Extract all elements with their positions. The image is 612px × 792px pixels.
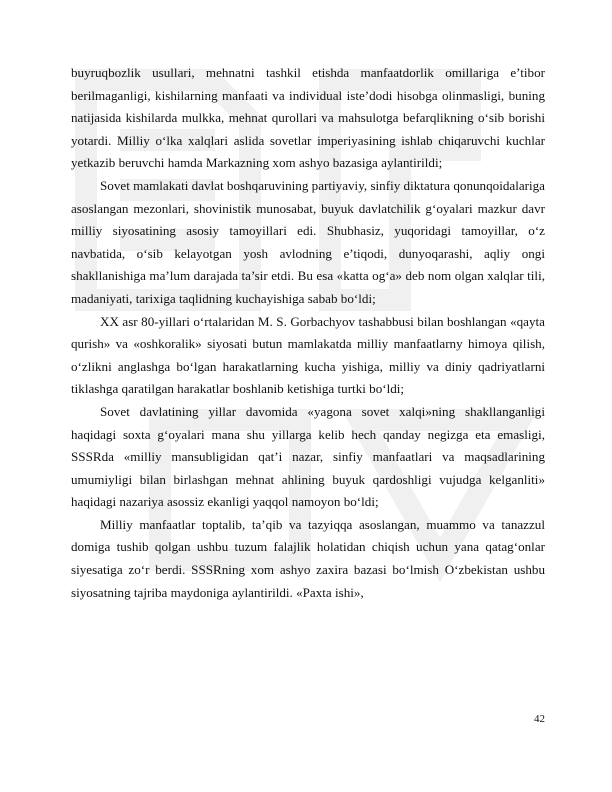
- page-number: 42: [534, 713, 545, 725]
- body-text: [71, 62, 545, 604]
- paragraph: Sovet mamlakati davlat boshqaruvining partiyaviy, sinfiy diktatura qonunqoidalariga asoslangan mezonlari, shovinistik munosabat, buyuk davlatchilik g‘oyalari mazkur davr milliy siyosatining asosiy tamoyillari edi. Shubhasiz, yuqoridagi tamoyillar, o‘z navbatida, o‘sib kelayotgan yosh avlodning e’tiqodi, dunyoqarashi, aqliy ongi shakllanishiga ma’lum darajada ta’sir etdi. Bu esa «katta og‘a» deb nom olgan xalqlar tili, madaniyati, tarixiga taqlidning kuchayishiga sabab bo‘ldi;: [71, 177, 545, 306]
- paragraph: buyruqbozlik usullari, mehnatni tashkil etishda manfaatdorlik omillariga e’tibor berilmaganligi, kishilarning manfaati va individual iste’dodi hisobga olinmasligi, buning natijasida kishilarda mulkka, mehnat qurollari va mahsulotga befarqlikning o‘sib borishi yotardi. Milliy o‘lka xalqlari aslida sovetlar imperiyasining ishlab chiqaruvchi kuchlar yetkazib beruvchi hamda Markazning xom ashyo bazasiga aylantirildi;: [71, 65, 545, 171]
- paragraph: Sovet davlatining yillar davomida «yagona sovet xalqi»ning shakllanganligi haqidagi soxta g‘oyalari mana shu yillarga kelib hech qanday negizga eta emasligi, SSSRda «milliy mansubligidan qat’i nazar, sinfiy manfaatlari va maqsadlarining umumiyligi bilan birlashgan mehnat ahlining buyuk qardoshligi vujudga kelganliti» haqidagi nazariya asossiz ekanligi yaqqol namoyon bo‘ldi;: [71, 403, 545, 510]
- paragraph: Milliy manfaatlar toptalib, ta’qib va tazyiqqa asoslangan, muammo va tanazzul domiga tushib qolgan ushbu tuzum falajlik holatidan chiqish uchun yana qatag‘onlar siyesatiga zo‘r berdi. SSSRning xom ashyo zaxira bazasi bo‘lmish O‘zbekistan ushbu siyosatning tajriba maydoniga aylantirildi. «Paxta ishi»,: [71, 516, 545, 600]
- paragraph: XX asr 80-yillari o‘rtalaridan M. S. Gorbachyov tashabbusi bilan boshlangan «qayta qurish» va «oshkoralik» siyosati butun mamlakatda milliy manfaatlarny himoya qilish, o‘zlikni anglashga bo‘lgan harakatlarning kucha yishiga, milliy va diniy qadriyatlarni tiklashga qaratilgan harakatlar boshlanib ketishiga turtki bo‘ldi;: [71, 313, 545, 397]
